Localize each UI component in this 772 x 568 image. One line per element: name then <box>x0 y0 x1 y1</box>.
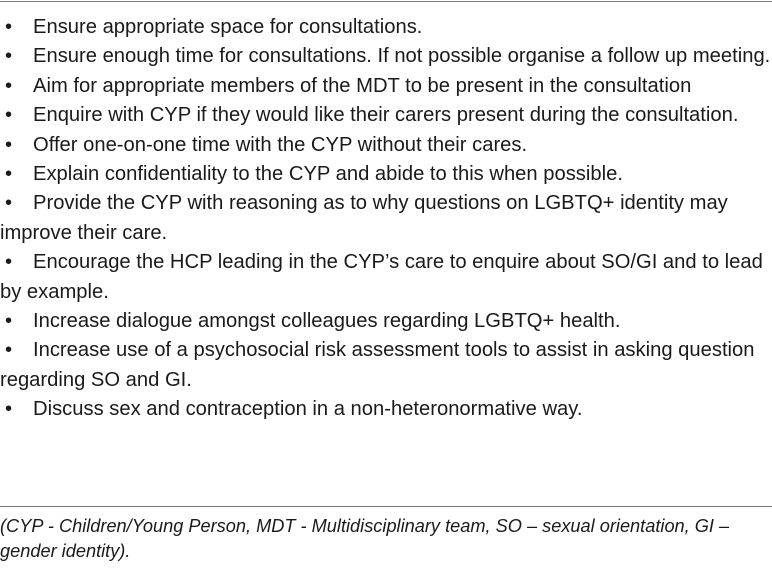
list-item-text: Explain confidentiality to the CYP and abide to this when possible. <box>33 163 623 186</box>
bullet-icon: • <box>5 104 13 127</box>
list-item-text: Ensure enough time for consultations. If not possible organise a follow up meeting. <box>33 45 771 68</box>
list-item-text: Ensure appropriate space for consultations. <box>33 16 423 38</box>
bullet-icon: • <box>5 133 13 156</box>
list-item-text: Enquire with CYP if they would like their carers present during the consultation. <box>33 104 739 127</box>
bullet-icon: • <box>5 16 13 38</box>
list-item <box>0 189 772 248</box>
list-item <box>0 395 772 424</box>
bullet-icon: • <box>5 398 13 421</box>
bullet-icon: • <box>5 74 13 97</box>
bullet-icon: • <box>5 192 13 215</box>
list-item-text: Discuss sex and contraception in a non-heteronormative way. <box>33 398 583 421</box>
list-item <box>0 160 772 189</box>
abbreviations-footnote: (CYP - Children/Young Person, MDT - Multidisciplinary team, SO – sexual orientation, GI – gender identity). <box>0 516 730 561</box>
bullet-icon: • <box>5 163 13 186</box>
list-item <box>0 101 772 130</box>
list-item <box>0 248 772 307</box>
list-item <box>0 42 772 71</box>
top-rule <box>0 1 772 2</box>
list-item-text: Aim for appropriate members of the MDT to be present in the consultation <box>33 74 692 97</box>
list-item-text: Increase dialogue amongst colleagues regarding LGBTQ+ health. <box>33 310 621 333</box>
recommendations-list <box>0 13 772 425</box>
list-item <box>0 307 772 336</box>
bullet-icon: • <box>5 339 13 362</box>
bullet-icon: • <box>5 251 13 274</box>
list-item <box>0 13 772 42</box>
list-item-text: Offer one-on-one time with the CYP without their cares. <box>33 133 528 156</box>
list-item <box>0 72 772 101</box>
list-item-text: Increase use of a psychosocial risk assessment tools to assist in asking question regarding SO and GI. <box>0 339 755 391</box>
list-item <box>0 336 772 395</box>
bottom-rule <box>0 506 772 507</box>
bullet-icon: • <box>5 45 13 68</box>
list-item <box>0 131 772 160</box>
list-item-text: Provide the CYP with reasoning as to why questions on LGBTQ+ identity may improve their care. <box>0 192 728 244</box>
list-item-text: Encourage the HCP leading in the CYP’s care to enquire about SO/GI and to lead by example. <box>0 251 763 303</box>
bullet-icon: • <box>5 310 13 333</box>
